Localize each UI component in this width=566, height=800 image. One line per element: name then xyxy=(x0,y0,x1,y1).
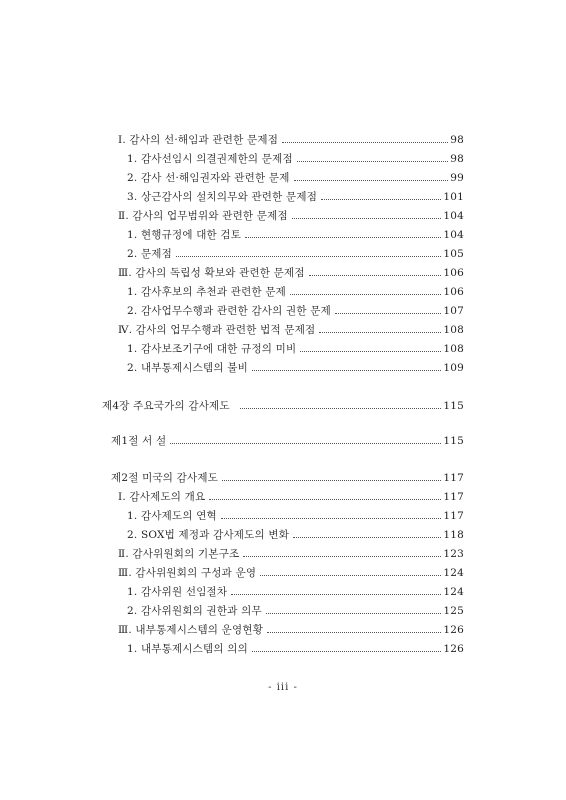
dot-leader xyxy=(321,199,441,200)
toc-entry-label: Ⅰ. 감사제도의 개요 xyxy=(118,491,206,503)
toc-entry xyxy=(127,361,464,375)
dot-leader xyxy=(300,351,441,352)
toc-entry-label: 1. 감사선임시 의결권제한의 문제점 xyxy=(127,153,293,165)
toc-entry xyxy=(118,566,464,580)
toc-entry-label: 1. 내부통제시스템의 의의 xyxy=(127,643,248,655)
toc-entry-label: Ⅲ. 감사위원회의 구성과 운영 xyxy=(118,567,257,579)
toc-entry-label: 2. 문제점 xyxy=(127,248,172,260)
toc-entry-page: 106 xyxy=(443,286,464,298)
dot-leader xyxy=(209,499,441,500)
toc-entry-label: 2. SOX법 제정과 감사제도의 변화 xyxy=(127,529,290,541)
toc-entry-page: 126 xyxy=(443,624,464,636)
toc-entry xyxy=(127,304,464,318)
toc-entry-label: 2. 감사 선·해임권자와 관련한 문제 xyxy=(127,172,290,184)
toc-entry-page: 101 xyxy=(443,191,464,203)
toc-entry-page: 104 xyxy=(443,210,464,222)
toc-entry-page: 108 xyxy=(443,343,464,355)
dot-leader xyxy=(176,256,441,257)
dot-leader xyxy=(170,443,441,444)
toc-entry xyxy=(127,228,464,242)
toc-entry-page: 99 xyxy=(450,172,464,184)
toc-entry-label: 제1절 서 설 xyxy=(111,435,167,447)
dot-leader xyxy=(282,142,448,143)
toc-entry-page: 108 xyxy=(443,324,464,336)
toc-entry-page: 98 xyxy=(450,134,464,146)
dot-leader xyxy=(252,651,441,652)
toc-entry-label: Ⅱ. 감사의 업무범위와 관련한 문제점 xyxy=(118,210,288,222)
toc-entry-page: 124 xyxy=(443,586,464,598)
toc-entry xyxy=(127,190,464,204)
toc-entry-page: 115 xyxy=(443,435,464,447)
toc-entry xyxy=(118,133,464,147)
dot-leader xyxy=(294,180,449,181)
toc-entry-page: 115 xyxy=(443,400,464,412)
toc-entry-page: 118 xyxy=(443,529,464,541)
toc-section-entry xyxy=(111,434,464,448)
toc-entry-page: 124 xyxy=(443,567,464,579)
toc-entry-label: Ⅳ. 감사의 업무수행과 관련한 법적 문제점 xyxy=(118,324,316,336)
dot-leader xyxy=(252,370,441,371)
dot-leader xyxy=(293,537,441,538)
toc-entry xyxy=(127,342,464,356)
toc-entry-page: 117 xyxy=(443,510,464,522)
dot-leader xyxy=(290,294,441,295)
toc-entry-label: 2. 감사업무수행과 관련한 감사의 권한 문제 xyxy=(127,305,331,317)
toc-entry-page: 123 xyxy=(443,548,464,560)
dot-leader xyxy=(297,161,448,162)
toc-entry xyxy=(118,490,464,504)
dot-leader xyxy=(243,556,441,557)
toc-section-entry xyxy=(111,471,464,485)
toc-entry-label: Ⅲ. 감사의 독립성 확보와 관련한 문제점 xyxy=(118,267,305,279)
toc-entry-label: 1. 감사보조기구에 대한 규정의 미비 xyxy=(127,343,297,355)
dot-leader xyxy=(335,313,441,314)
dot-leader xyxy=(231,594,441,595)
toc-entry-label: 3. 상근감사의 설치의무와 관련한 문제점 xyxy=(127,191,318,203)
dot-leader xyxy=(260,575,441,576)
dot-leader xyxy=(309,275,442,276)
toc-entry-page: 105 xyxy=(443,248,464,260)
dot-leader xyxy=(240,408,442,409)
dot-leader xyxy=(292,218,442,219)
toc-entry-label: 2. 내부통제시스템의 불비 xyxy=(127,362,248,374)
toc-entry-label: 1. 감사위원 선임절차 xyxy=(127,586,228,598)
toc-entry xyxy=(127,171,464,185)
toc-entry xyxy=(118,209,464,223)
toc-entry xyxy=(118,623,464,637)
toc-entry xyxy=(127,604,464,618)
toc-entry-page: 98 xyxy=(450,153,464,165)
toc-entry-page: 117 xyxy=(443,472,464,484)
toc-entry-page: 125 xyxy=(443,605,464,617)
toc-entry-label: 제4장 주요국가의 감사제도 xyxy=(102,400,230,412)
toc-entry-page: 106 xyxy=(443,267,464,279)
toc-entry xyxy=(127,509,464,523)
dot-leader xyxy=(245,237,441,238)
toc-entry-label: 1. 감사후보의 추천과 관련한 문제 xyxy=(127,286,287,298)
toc-entry-page: 109 xyxy=(443,362,464,374)
toc-entry xyxy=(127,642,464,656)
toc-entry-page: 104 xyxy=(443,229,464,241)
toc-entry xyxy=(118,266,464,280)
toc-chapter-entry xyxy=(102,399,464,413)
toc-entry xyxy=(127,585,464,599)
toc-entry xyxy=(127,247,464,261)
toc-entry-label: 제2절 미국의 감사제도 xyxy=(111,472,219,484)
toc-entry-label: Ⅱ. 감사위원회의 기본구조 xyxy=(118,548,240,560)
toc-entry xyxy=(127,528,464,542)
dot-leader xyxy=(221,518,441,519)
toc-entry xyxy=(118,323,464,337)
toc-entry xyxy=(127,285,464,299)
dot-leader xyxy=(267,632,441,633)
dot-leader xyxy=(222,480,441,481)
toc-entry-label: 2. 감사위원회의 권한과 의무 xyxy=(127,605,262,617)
toc-entry-label: Ⅲ. 내부통제시스템의 운영현황 xyxy=(118,624,264,636)
toc-entry xyxy=(127,152,464,166)
toc-entry-label: 1. 현행규정에 대한 검토 xyxy=(127,229,242,241)
toc-entry-page: 107 xyxy=(443,305,464,317)
page-number-footer: - iii - xyxy=(268,682,298,693)
dot-leader xyxy=(266,613,442,614)
dot-leader xyxy=(319,332,441,333)
toc-entry xyxy=(118,547,464,561)
toc-entry-page: 126 xyxy=(443,643,464,655)
toc-entry-label: Ⅰ. 감사의 선·해임과 관련한 문제점 xyxy=(118,134,279,146)
toc-entry-page: 117 xyxy=(443,491,464,503)
toc-entry-label: 1. 감사제도의 연혁 xyxy=(127,510,217,522)
